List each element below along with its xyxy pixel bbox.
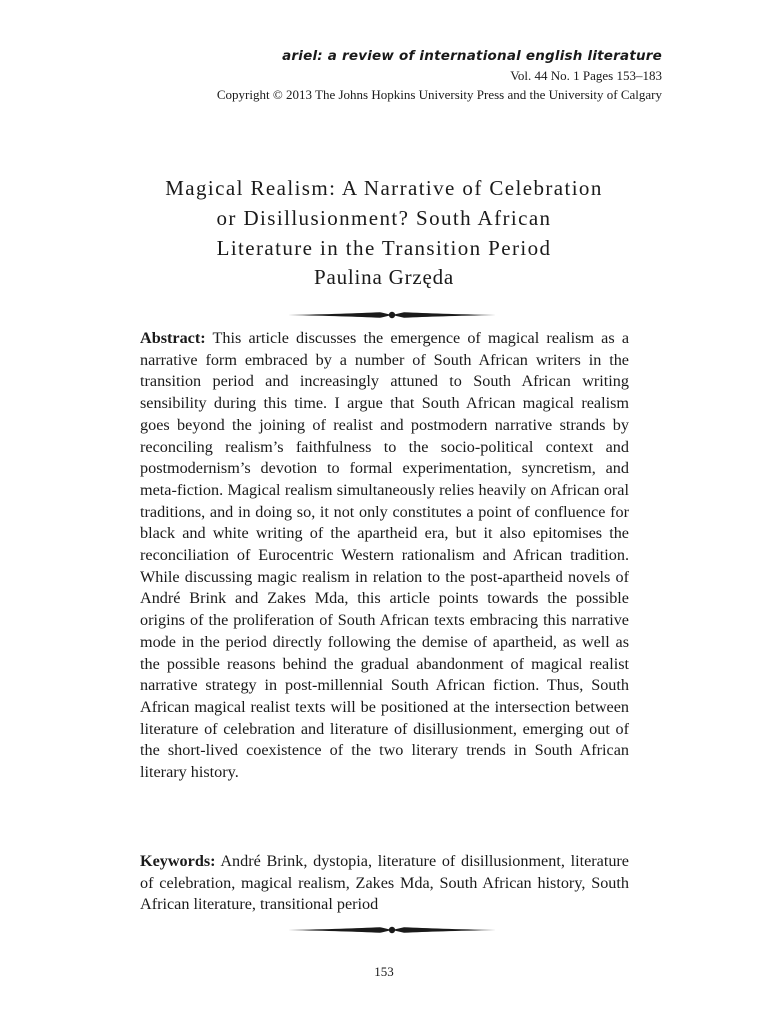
keywords-text: André Brink, dystopia, literature of disillusionment, literature of celebration, magical realism, Zakes Mda, South African history, South African literature, transitional period	[140, 852, 629, 914]
abstract-text: This article discusses the emergence of magical realism as a narrative form embraced by a number of South African writers in the transition period and increasingly attuned to South African writing sensibility during this time. I argue that South African magical realism goes beyond the joining of realist and postmodern narrative strands by reconciling realism’s faithfulness to the socio-political context and postmodernism’s devotion to formal experimentation, syncretism, and meta-fiction. Magical realism simultaneously relies heavily on African oral traditions, and in doing so, it not only constitutes a point of confluence for black and white writing of the apartheid era, but it also epitomises the reconciliation of Eurocentric Western rationalism and African tradition. While discussing magic realism in relation to the post-apartheid novels of André Brink and Zakes Mda, this article points towards the possible origins of the proliferation of South African texts embracing this narrative mode in the period directly following the demise of apartheid, as well as the possible reasons behind the gradual abandonment of magical realist narrative strategy in post-millennial South African fiction. Thus, South African magical realist texts will be positioned at the intersection between literature of celebration and literature of disillusionment, emerging out of the short-lived coexistence of the two literary trends in South African literary history.	[140, 329, 629, 782]
keywords-label: Keywords:	[140, 852, 216, 870]
article-title-line-1: Magical Realism: A Narrative of Celebration	[165, 176, 603, 200]
author-name: Paulina Grzęda	[313, 265, 455, 289]
journal-header	[217, 46, 662, 104]
copyright-notice: Copyright © 2013 The Johns Hopkins University Press and the University of Calgary	[216, 87, 662, 102]
keywords-paragraph	[140, 851, 629, 916]
page-number: 153	[374, 964, 394, 979]
journal-name: ariel: a review of international english literature	[282, 48, 662, 64]
abstract-paragraph	[140, 328, 629, 784]
article-title-block	[0, 173, 768, 291]
abstract-label: Abstract:	[140, 329, 206, 347]
top-ornament-divider	[288, 309, 496, 321]
volume-info: Vol. 44 No. 1 Pages 153–183	[510, 68, 662, 83]
article-title-line-2: or Disillusionment? South African	[216, 206, 552, 230]
bottom-ornament-divider	[288, 924, 496, 936]
article-title-line-3: Literature in the Transition Period	[216, 236, 552, 260]
